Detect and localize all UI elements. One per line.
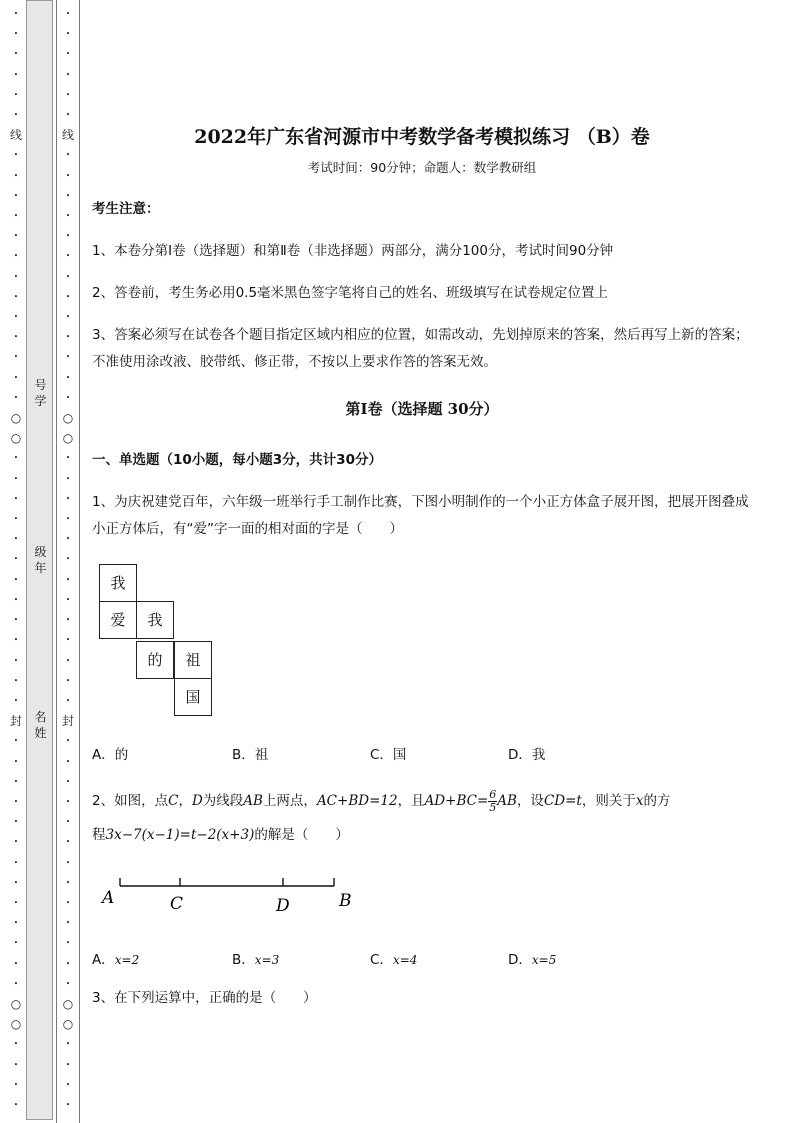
text: ，则关于 [581, 793, 636, 809]
binding-dot: • [13, 171, 19, 180]
question-1-text: 1、为庆祝建党百年，六年级一班举行手工制作比赛，下图小明制作的一个小正方体盒子展开图，把展开图叠成小正方体后，有“爱”字一面的相对面的字是（ ） [92, 494, 749, 537]
q2-option-c[interactable] [370, 948, 417, 968]
binding-dot: • [13, 10, 19, 18]
binding-dot: • [13, 737, 19, 746]
binding-label: ○ [62, 1017, 74, 1032]
text: ，且 [397, 793, 425, 809]
binding-dot: • [13, 676, 19, 685]
binding-dot: • [65, 232, 71, 241]
binding-dot: • [13, 656, 19, 665]
binding-dot: • [65, 494, 71, 503]
binding-dot: • [65, 353, 71, 362]
binding-dot: • [13, 494, 19, 503]
inner-dotted-column [58, 4, 78, 1115]
binding-dot: • [65, 292, 71, 301]
binding-dot: • [65, 777, 71, 786]
binding-dot: • [13, 1100, 19, 1109]
exam-subtitle: 考试时间：90分钟；命题人：数学教研组 [307, 160, 537, 175]
binding-dot: • [13, 313, 19, 322]
binding-dot: • [13, 474, 19, 483]
binding-dot: • [65, 191, 71, 200]
binding-dot: • [65, 1060, 71, 1069]
notice-heading: 考生注意： [92, 201, 160, 217]
net-cell: 爱 [99, 601, 137, 639]
q1-option-b[interactable]: B．祖 [232, 747, 269, 763]
binding-dot: • [13, 1040, 19, 1049]
field-char: 号 [34, 378, 47, 392]
binding-dot: • [13, 696, 19, 705]
q2-option-d[interactable] [508, 948, 556, 968]
segment-figure [98, 872, 378, 922]
binding-dot: • [13, 777, 19, 786]
option-letter: A． [92, 952, 115, 968]
binding-dot: • [65, 515, 71, 524]
binding-dot: • [65, 737, 71, 746]
binding-dot: • [13, 818, 19, 827]
binding-dot: • [65, 1040, 71, 1049]
notice-item-2: 2、答卷前，考生务必用0.5毫米黑色签字笔将自己的姓名、班级填写在试卷规定位置上 [92, 285, 609, 301]
equation: 3x−7(x−1)=t−2(x+3) [105, 827, 255, 843]
binding-dot: • [65, 171, 71, 180]
binding-dot: • [65, 535, 71, 544]
field-student-id [27, 377, 54, 409]
binding-label: ○ [10, 1017, 22, 1032]
text: ，设 [516, 793, 544, 809]
binding-dot: • [65, 676, 71, 685]
binding-dot: • [65, 373, 71, 382]
binding-dot: • [13, 1060, 19, 1069]
binding-dot: • [13, 454, 19, 463]
math-var: x [635, 793, 644, 809]
binding-dot: • [65, 818, 71, 827]
point-label-a: A [102, 888, 115, 908]
binding-dot: • [13, 979, 19, 988]
q1-option-c[interactable]: C．国 [370, 747, 407, 763]
q1-option-a[interactable]: A．的 [92, 747, 129, 763]
binding-dot: • [13, 555, 19, 564]
binding-dot: • [65, 757, 71, 766]
binding-dot: • [13, 191, 19, 200]
binding-label: 封 [9, 714, 22, 729]
binding-label: ○ [62, 411, 74, 426]
field-name [27, 709, 54, 741]
binding-dot: • [65, 272, 71, 281]
math-var: C [168, 793, 179, 809]
binding-label: ○ [10, 411, 22, 426]
net-cell: 我 [136, 601, 174, 639]
notice-item-3: 3、答案必须写在试卷各个题目指定区域内相应的位置，如需改动，先划掉原来的答案，然后再写上新的答案；不准使用涂改液、胶带纸、修正带，不按以上要求作答的答案无效。 [92, 327, 749, 370]
binding-label: 封 [61, 714, 74, 729]
binding-dot: • [13, 1080, 19, 1089]
binding-dot: • [65, 616, 71, 625]
binding-label: 线 [61, 128, 74, 143]
field-grade [27, 544, 54, 576]
text: 上两点， [262, 793, 317, 809]
binding-dot: • [65, 454, 71, 463]
binding-dot: • [65, 151, 71, 160]
math-expr: AC+BD=12 [316, 793, 398, 809]
binding-dot: • [65, 959, 71, 968]
binding-dot: • [65, 939, 71, 948]
binding-dot: • [65, 50, 71, 59]
binding-dot: • [13, 272, 19, 281]
binding-dot: • [65, 252, 71, 261]
binding-dot: • [13, 757, 19, 766]
binding-dot: • [13, 878, 19, 887]
binding-dot: • [13, 616, 19, 625]
text: 程 [92, 827, 106, 843]
binding-dot: • [65, 898, 71, 907]
binding-dot: • [65, 919, 71, 928]
binding-dot: • [13, 292, 19, 301]
binding-dot: • [65, 838, 71, 847]
binding-dot: • [65, 696, 71, 705]
q2-option-a[interactable] [92, 948, 139, 968]
binding-dot: • [13, 919, 19, 928]
option-math: x=3 [254, 953, 280, 967]
field-char: 名 [34, 710, 47, 724]
binding-dot: • [13, 232, 19, 241]
text: 为线段 [202, 793, 244, 809]
binding-dot: • [65, 1100, 71, 1109]
binding-dot: • [65, 333, 71, 342]
point-label-d: D [276, 896, 290, 916]
binding-label: 线 [9, 128, 22, 143]
binding-label: ○ [62, 431, 74, 446]
option-letter: B． [232, 952, 255, 968]
binding-dot: • [13, 797, 19, 806]
binding-dot: • [65, 10, 71, 18]
student-info-band [26, 0, 53, 1120]
text: 的解是（ ） [254, 827, 349, 843]
binding-dot: • [65, 313, 71, 322]
text: 的方 [643, 793, 671, 809]
field-char: 姓 [34, 726, 47, 740]
fraction-numerator: 6 [489, 787, 497, 801]
binding-dot: • [65, 555, 71, 564]
option-letter: D． [508, 952, 532, 968]
net-cell: 祖 [174, 641, 212, 679]
binding-label: ○ [10, 996, 22, 1011]
fraction [488, 789, 497, 814]
binding-dot: • [13, 858, 19, 867]
binding-dot: • [13, 838, 19, 847]
binding-dot: • [65, 858, 71, 867]
binding-dot: • [65, 979, 71, 988]
binding-dot: • [13, 30, 19, 39]
binding-dot: • [13, 333, 19, 342]
math-expr: AD+BC= [424, 793, 489, 809]
binding-label: ○ [10, 431, 22, 446]
binding-dot: • [13, 111, 19, 120]
binding-dot: • [65, 212, 71, 221]
binding-dot: • [65, 393, 71, 402]
binding-dot: • [13, 515, 19, 524]
binding-dot: • [65, 474, 71, 483]
binding-dot: • [65, 1080, 71, 1089]
binding-dot: • [65, 111, 71, 120]
binding-dot: • [13, 90, 19, 99]
math-var: D [191, 793, 203, 809]
binding-dot: • [13, 373, 19, 382]
field-char: 年 [34, 561, 47, 575]
point-label-c: C [170, 894, 184, 914]
text: 2、如图，点 [92, 793, 169, 809]
binding-dot: • [65, 636, 71, 645]
exam-title: 2022年广东省河源市中考数学备考模拟练习 （B）卷 [194, 126, 650, 148]
question-3-text: 3、在下列运算中，正确的是（ ） [92, 990, 317, 1006]
outer-dotted-column [6, 4, 26, 1115]
binding-dot: • [65, 90, 71, 99]
binding-dot: • [13, 70, 19, 79]
binding-dot: • [65, 656, 71, 665]
binding-dot: • [13, 50, 19, 59]
binding-dot: • [13, 151, 19, 160]
option-math: x=4 [392, 953, 418, 967]
option-math: x=2 [114, 953, 140, 967]
math-expr: CD=t [543, 793, 582, 809]
binding-dot: • [65, 70, 71, 79]
question-2-line-2 [92, 822, 752, 849]
option-math: x=5 [531, 953, 557, 967]
question-2-line-1 [92, 788, 752, 815]
binding-dot: • [13, 575, 19, 584]
binding-dot: • [65, 595, 71, 604]
option-letter: C． [370, 952, 393, 968]
notice-item-1: 1、本卷分第Ⅰ卷（选择题）和第Ⅱ卷（非选择题）两部分，满分100分，考试时间90分钟 [92, 243, 614, 259]
q1-option-d[interactable]: D．我 [508, 747, 546, 763]
binding-dot: • [13, 939, 19, 948]
binding-dot: • [65, 797, 71, 806]
binding-dot: • [13, 636, 19, 645]
fraction-denominator: 5 [489, 800, 497, 814]
section-title: 第Ⅰ卷（选择题 30分） [345, 400, 499, 418]
binding-dot: • [13, 959, 19, 968]
binding-dot: • [65, 878, 71, 887]
binding-dot: • [65, 30, 71, 39]
q2-option-b[interactable] [232, 948, 279, 968]
math-var: AB [243, 793, 263, 809]
part-title: 一、单选题（10小题，每小题3分，共计30分） [92, 452, 382, 468]
text: ， [178, 793, 192, 809]
net-cell: 我 [99, 564, 137, 602]
point-label-b: B [339, 891, 352, 911]
binding-dot: • [13, 535, 19, 544]
binding-dot: • [13, 252, 19, 261]
net-cell: 国 [174, 678, 212, 716]
binding-dot: • [13, 898, 19, 907]
math-var: AB [497, 793, 517, 809]
net-cell: 的 [136, 641, 174, 679]
binding-dot: • [13, 595, 19, 604]
binding-dot: • [65, 575, 71, 584]
binding-dot: • [13, 353, 19, 362]
field-char: 级 [34, 545, 47, 559]
binding-dot: • [13, 393, 19, 402]
field-char: 学 [34, 394, 47, 408]
binding-dot: • [13, 212, 19, 221]
binding-label: ○ [62, 996, 74, 1011]
